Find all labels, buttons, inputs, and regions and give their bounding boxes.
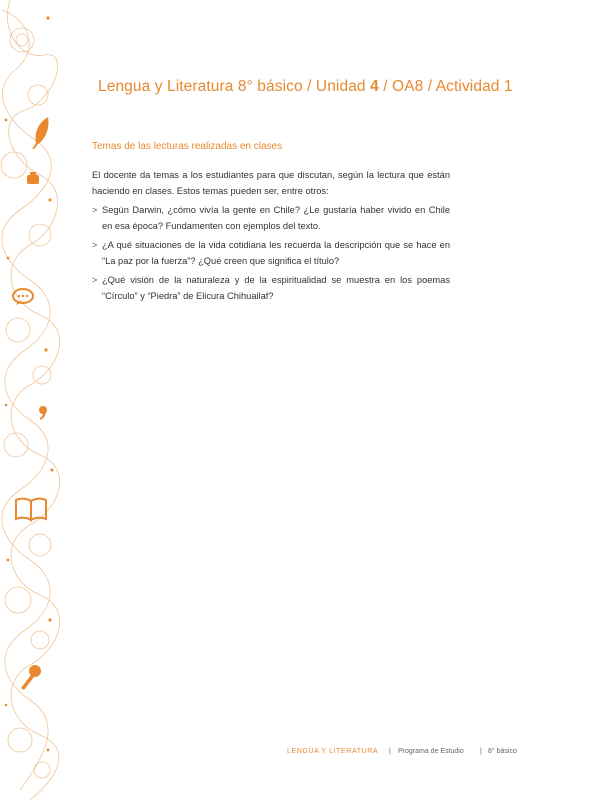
list-item — [92, 203, 450, 234]
topic-list — [92, 203, 450, 304]
section-heading: Temas de las lecturas realizadas en clases — [92, 141, 283, 152]
comma-icon — [38, 405, 48, 421]
footer-program: Programa de Estudio — [398, 748, 464, 755]
title-prefix: Lengua y Literatura 8° básico / Unidad — [98, 78, 366, 95]
open-book-icon — [14, 496, 48, 522]
footer-subject: LENGUA Y LITERATURA — [287, 748, 379, 755]
list-item-text: ¿Qué visión de la naturaleza y de la espiritualidad se muestra en los poemas “Círculo” y “Piedra” de Elicura Chihuailaf? — [102, 275, 450, 301]
quill-pen-icon — [28, 115, 52, 151]
chevron-right-icon: > — [92, 240, 98, 250]
chevron-right-icon: > — [92, 205, 98, 215]
list-item — [92, 238, 450, 269]
footer-separator: | — [389, 748, 391, 755]
list-item-text: Según Darwin, ¿cómo vivía la gente en Chile? ¿Le gustaría haber vivido en Chile en esa época? Fundamenten con ejemplos del texto. — [102, 205, 450, 231]
footer-grade: 8° básico — [488, 748, 517, 755]
title-suffix: / OA8 / Actividad 1 — [383, 78, 513, 95]
activity-content — [92, 168, 450, 308]
speech-bubble-icon — [12, 288, 34, 306]
footer-separator: | — [480, 748, 482, 755]
microphone-icon — [18, 664, 42, 692]
inkwell-icon — [25, 170, 41, 186]
list-item-text: ¿A qué situaciones de la vida cotidiana les recuerda la descripción que se hace en “La paz por la fuerza”? ¿Qué creen que significa el título? — [102, 240, 450, 266]
list-item — [92, 273, 450, 304]
intro-paragraph: El docente da temas a los estudiantes para que discutan, según la lectura que están haciendo en clases. Estos temas pueden ser, entre otros: — [92, 170, 450, 196]
chevron-right-icon: > — [92, 275, 98, 285]
unit-number: 4 — [370, 78, 379, 95]
page-title — [98, 78, 513, 96]
